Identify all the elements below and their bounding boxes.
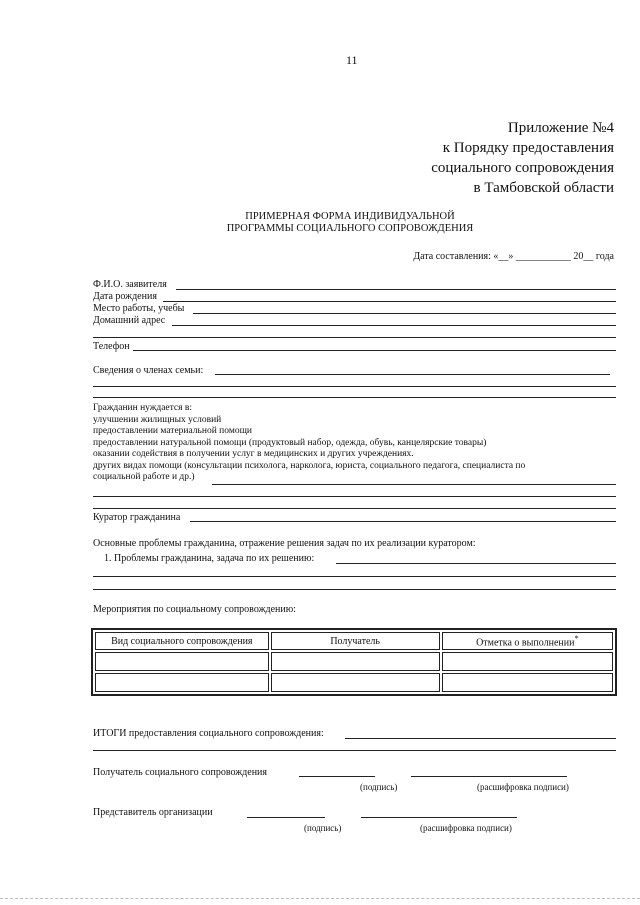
appendix-block	[431, 118, 614, 198]
appendix-line-4: в Тамбовской области	[473, 180, 614, 196]
address-field-2[interactable]	[93, 337, 616, 338]
appendix-line-3: социального сопровождения	[431, 160, 614, 176]
curator-field[interactable]	[190, 521, 616, 522]
family-field-2[interactable]	[93, 386, 616, 387]
table-cell[interactable]	[95, 673, 269, 692]
needs-item: предоставлении материальной помощи	[93, 426, 252, 436]
appendix-line-1: Приложение №4	[507, 120, 614, 136]
results-field-2[interactable]	[93, 750, 616, 751]
needs-item: улучшении жилищных условий	[93, 414, 222, 425]
birth-label: Дата рождения	[93, 291, 157, 302]
problems-field-2[interactable]	[93, 576, 616, 577]
recipient-sign-caption: (подпись)	[360, 782, 398, 792]
representative-sign-caption: (подпись)	[304, 823, 342, 833]
representative-sign-field[interactable]	[247, 817, 325, 818]
table-cell[interactable]	[271, 673, 440, 692]
results-field[interactable]	[345, 738, 616, 739]
needs-other-field-3[interactable]	[93, 508, 616, 509]
fio-field[interactable]	[176, 289, 616, 290]
recipient-label: Получатель социального сопровождения	[93, 767, 268, 778]
family-label: Сведения о членах семьи:	[93, 365, 204, 376]
table-cell[interactable]	[271, 652, 440, 671]
needs-heading: Гражданин нуждается в:	[93, 403, 192, 413]
needs-item: оказании содействия в получении услуг в медицинских и других учреждениях.	[93, 449, 414, 459]
table-row	[95, 673, 613, 692]
work-field[interactable]	[193, 313, 616, 314]
recipient-decode-field[interactable]	[411, 776, 567, 777]
address-label: Домашний адрес	[93, 315, 166, 326]
representative-label: Представитель организации	[93, 807, 213, 818]
needs-other-field-2[interactable]	[93, 496, 616, 497]
col-header-type: Вид социального сопровождения	[95, 632, 269, 650]
title-line-2: ПРОГРАММЫ СОЦИАЛЬНОГО СОПРОВОЖДЕНИЯ	[226, 223, 474, 234]
problems-heading: Основные проблемы гражданина, отражение решения задач по их реализации куратором:	[93, 538, 476, 549]
col-header-mark-text: Отметка о выполнении	[476, 637, 575, 649]
table-row	[95, 652, 613, 671]
phone-field[interactable]	[133, 350, 616, 351]
needs-block	[93, 403, 525, 484]
measures-label: Мероприятия по социальному сопровождению:	[93, 604, 296, 615]
date-line: Дата составления: «__» ___________ 20__ года	[413, 251, 614, 262]
recipient-decode-caption: (расшифровка подписи)	[477, 782, 569, 792]
table-cell[interactable]	[442, 652, 613, 671]
appendix-line-2: к Порядку предоставления	[442, 140, 614, 156]
birth-field[interactable]	[163, 301, 616, 302]
needs-item: других видах помощи (консультации психолога, нарколога, юриста, социального педагога, специалиста по	[93, 460, 526, 471]
work-label: Место работы, учебы	[93, 303, 185, 314]
problems-item-1: 1. Проблемы гражданина, задача по их решению:	[104, 553, 315, 564]
representative-decode-field[interactable]	[361, 817, 517, 818]
problems-field[interactable]	[336, 563, 616, 564]
needs-item: социальной работе и др.)	[93, 472, 195, 482]
fio-label: Ф.И.О. заявителя	[93, 279, 167, 290]
problems-field-3[interactable]	[93, 589, 616, 590]
needs-item: предоставлении натуральной помощи (продуктовый набор, одежда, обувь, канцелярские товары)	[93, 437, 487, 448]
curator-label: Куратор гражданина	[93, 512, 181, 523]
table-cell[interactable]	[95, 652, 269, 671]
col-header-recipient: Получатель	[271, 632, 440, 650]
table-header-row	[95, 632, 613, 650]
results-label: ИТОГИ предоставления социального сопровождения:	[93, 728, 324, 739]
table-cell[interactable]	[442, 673, 613, 692]
family-field-3[interactable]	[93, 397, 616, 398]
footnote-mark: *	[574, 633, 579, 643]
phone-label: Телефон	[93, 341, 130, 352]
family-field[interactable]	[215, 374, 610, 375]
scan-edge-divider	[0, 898, 640, 899]
title-line-1: ПРИМЕРНАЯ ФОРМА ИНДИВИДУАЛЬНОЙ	[245, 211, 455, 222]
measures-table	[91, 628, 617, 696]
page-number: 11	[346, 53, 358, 67]
address-field[interactable]	[172, 325, 616, 326]
form-title	[200, 211, 500, 235]
representative-decode-caption: (расшифровка подписи)	[420, 823, 512, 833]
needs-other-field[interactable]	[212, 484, 616, 485]
col-header-mark	[442, 632, 613, 650]
recipient-sign-field[interactable]	[299, 776, 375, 777]
